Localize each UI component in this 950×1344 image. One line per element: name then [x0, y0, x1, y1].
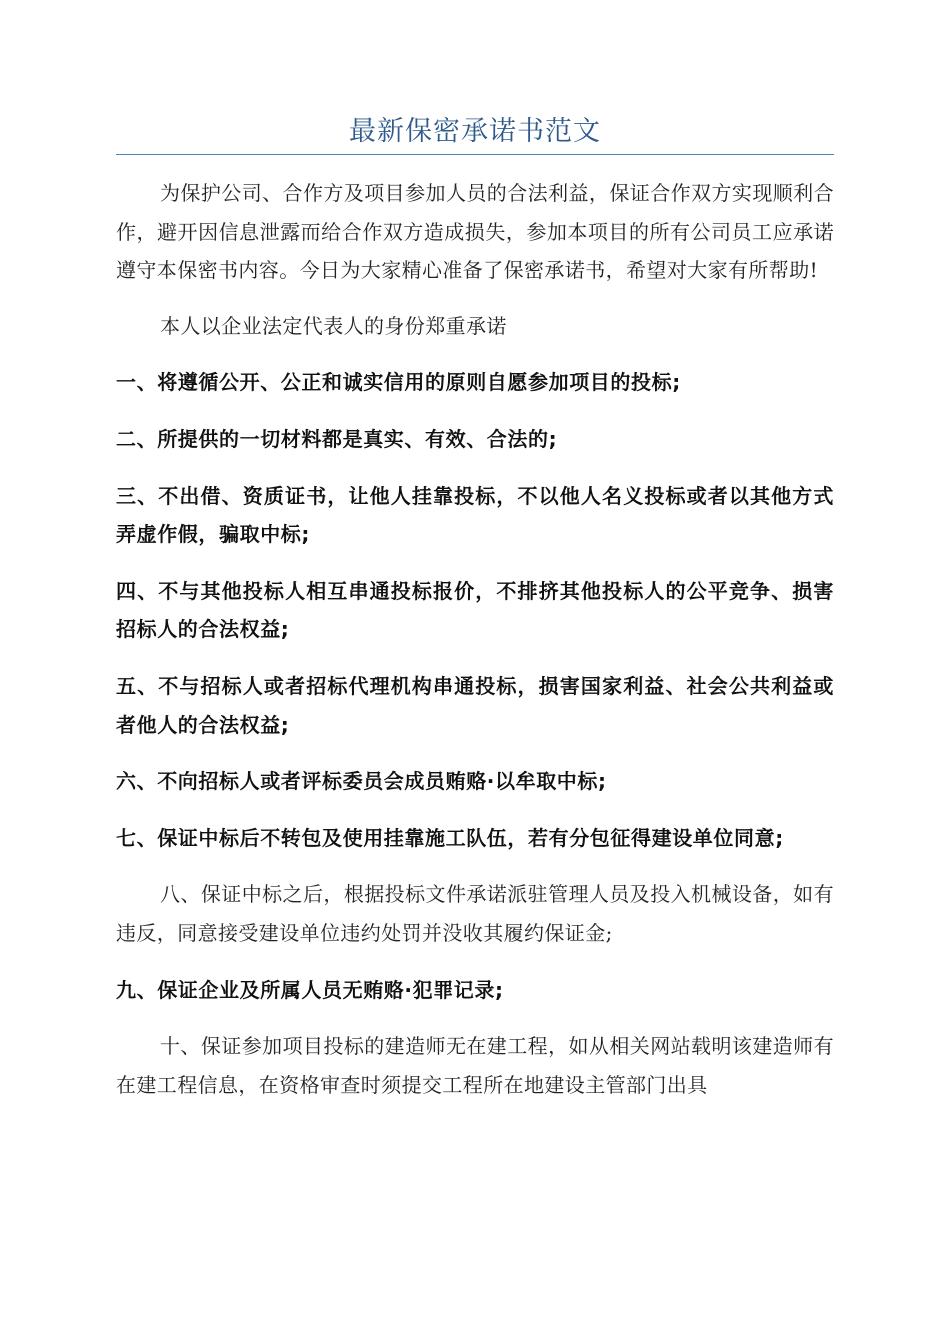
pledge-item-7: 七、保证中标后不转包及使用挂靠施工队伍，若有分包征得建设单位同意; [116, 825, 784, 850]
pledge-item-4: 四、不与其他投标人相互串通投标报价，不排挤其他投标人的公平竞争、损害招标人的合法权益; [116, 578, 834, 642]
pledge-statement: 本人以企业法定代表人的身份郑重承诺 [160, 313, 507, 338]
pledge-item-9: 九、保证企业及所属人员无贿赂·犯罪记录; [116, 977, 504, 1002]
pledge-item-2: 二、所提供的一切材料都是真实、有效、合法的; [116, 426, 558, 451]
pledge-item-10: 十、保证参加项目投标的建造师无在建工程，如从相关网站载明该建造师有在建工程信息，在资格审查时须提交工程所在地建设主管部门出具 [116, 1034, 834, 1097]
intro-paragraph: 为保护公司、合作方及项目参加人员的合法利益，保证合作双方实现顺利合作，避开因信息泄露而给合作双方造成损失，参加本项目的所有公司员工应承诺遵守本保密书内容。今日为大家精心准备了保密承诺书，希望对大家有所帮助! [116, 181, 834, 283]
document-title: 最新保密承诺书范文 [349, 116, 601, 147]
pledge-item-6: 六、不向招标人或者评标委员会成员贿赂·以牟取中标; [116, 769, 607, 794]
pledge-item-8: 八、保证中标之后，根据投标文件承诺派驻管理人员及投入机械设备，如有违反，同意接受建设单位违约处罚并没收其履约保证金; [116, 882, 834, 945]
pledge-item-1: 一、将遵循公开、公正和诚实信用的原则自愿参加项目的投标; [116, 370, 681, 395]
pledge-item-3: 三、不出借、资质证书，让他人挂靠投标，不以他人名义投标或者以其他方式弄虚作假，骗取中标; [116, 483, 834, 547]
pledge-item-5: 五、不与招标人或者招标代理机构串通投标，损害国家利益、社会公共利益或者他人的合法权益; [116, 673, 834, 737]
title-underline [116, 154, 834, 155]
document-body [116, 174, 834, 1104]
